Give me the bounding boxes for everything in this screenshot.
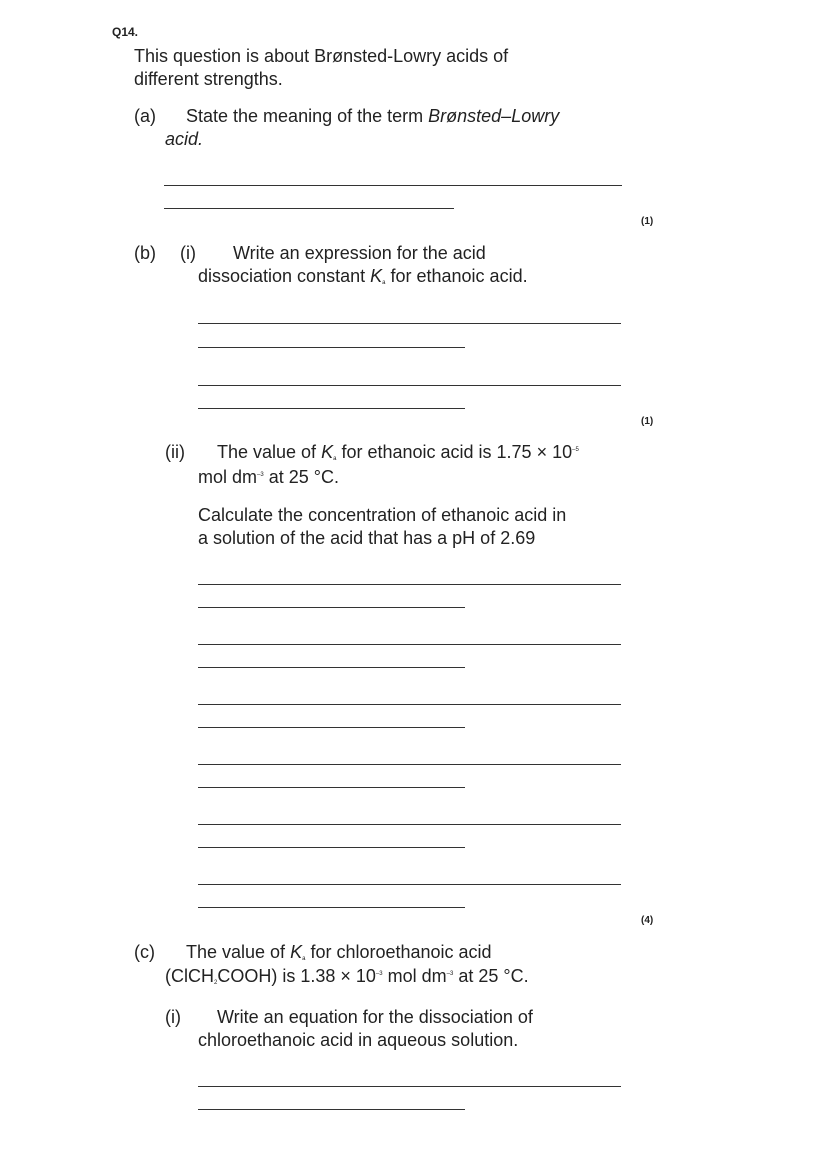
text-span: for ethanoic acid is 1.75 × 10 (341, 442, 573, 462)
part-c-i-line-1: Write an equation for the dissociation of (217, 1007, 533, 1027)
answer-line[interactable] (198, 847, 465, 848)
answer-line[interactable] (198, 727, 465, 728)
text-span: at 25 °C. (458, 966, 529, 986)
part-b-ii-calc-line-2: a solution of the acid that has a pH of 2.69 (198, 528, 536, 548)
text-span: at 25 °C. (268, 467, 339, 487)
text-span: mol dm (387, 966, 447, 986)
answer-line[interactable] (198, 385, 621, 386)
part-b-ii-line-2 (198, 466, 339, 489)
answer-line[interactable] (198, 824, 621, 825)
formula: COOH) is 1.38 × 10 (217, 966, 376, 986)
answer-line[interactable] (198, 408, 465, 409)
answer-line[interactable] (198, 1109, 465, 1110)
part-b-i-line-1: Write an expression for the acid (233, 243, 486, 263)
exponent: –3 (375, 971, 383, 977)
part-c-line-1 (186, 941, 492, 964)
k-symbol: K (290, 942, 303, 962)
k-symbol: K (321, 442, 334, 462)
answer-line[interactable] (198, 347, 465, 348)
k-subscript: a (302, 956, 306, 962)
marks-label: (4) (641, 915, 654, 926)
answer-line[interactable] (198, 907, 465, 908)
part-c-i-label: (i) (165, 1007, 181, 1027)
part-c-i-line-2: chloroethanoic acid in aqueous solution. (198, 1030, 519, 1050)
answer-line[interactable] (198, 323, 621, 324)
marks-label: (1) (641, 416, 654, 427)
formula: (ClCH (165, 966, 214, 986)
part-b-i-line-2 (198, 265, 528, 288)
part-b-ii-label: (ii) (165, 442, 185, 462)
answer-line[interactable] (198, 584, 621, 585)
subscript: 2 (214, 980, 218, 986)
question-number: Q14. (112, 25, 139, 39)
k-subscript: a (333, 456, 337, 462)
answer-line[interactable] (198, 704, 621, 705)
exponent: –3 (446, 971, 454, 977)
text-span: for chloroethanoic acid (310, 942, 492, 962)
k-symbol: K (370, 266, 383, 286)
exponent: –3 (257, 472, 264, 478)
text-span: dissociation constant (198, 266, 366, 286)
answer-line[interactable] (164, 208, 454, 209)
intro-line-2: different strengths. (134, 69, 283, 89)
part-a-text: State the meaning of the term (186, 106, 424, 126)
text-span: for ethanoic acid. (390, 266, 528, 286)
answer-line[interactable] (198, 667, 465, 668)
marks-label: (1) (641, 216, 654, 227)
answer-line[interactable] (198, 884, 621, 885)
part-b-ii-calc-line-1: Calculate the concentration of ethanoic acid in (198, 505, 567, 525)
part-a-term: Brønsted–Lowry (428, 106, 560, 126)
answer-line[interactable] (198, 644, 621, 645)
part-a-line-1 (186, 105, 559, 128)
k-subscript: a (382, 280, 386, 286)
answer-line[interactable] (198, 1086, 621, 1087)
exponent: –5 (572, 447, 579, 453)
text-span: mol dm (198, 467, 258, 487)
part-c-line-2 (165, 965, 529, 988)
part-a-term-end: acid. (165, 129, 204, 149)
answer-line[interactable] (198, 764, 621, 765)
question-intro (134, 45, 508, 91)
answer-line[interactable] (164, 185, 622, 186)
part-a-label: (a) (134, 106, 156, 126)
part-c-label: (c) (134, 942, 155, 962)
part-b-i-label: (i) (180, 243, 196, 263)
text-span: The value of (217, 442, 317, 462)
part-b-ii-line-1 (217, 441, 579, 464)
answer-line[interactable] (198, 607, 465, 608)
part-a-line-2 (165, 128, 203, 151)
intro-line-1: This question is about Brønsted-Lowry acids of (134, 46, 509, 66)
answer-line[interactable] (198, 787, 465, 788)
part-b-label: (b) (134, 243, 156, 263)
text-span: The value of (186, 942, 286, 962)
